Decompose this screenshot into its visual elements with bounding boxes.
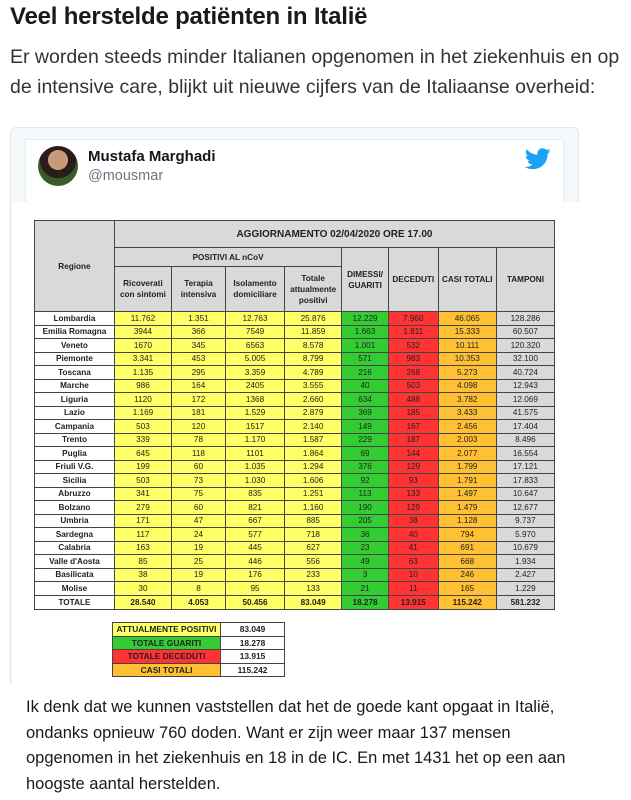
value-cell: 40 [388,528,438,542]
value-cell: 190 [342,501,389,515]
value-cell: 3.433 [438,406,496,420]
value-cell: 181 [171,406,225,420]
value-cell: 21 [342,582,389,596]
value-cell: 1101 [225,447,284,461]
value-cell: 445 [225,541,284,555]
summary-row [113,650,285,664]
col-header: Terapia intensiva [171,267,225,312]
value-cell: 50.456 [225,595,284,609]
region-header: Regione [35,221,115,312]
summary-label: CASI TOTALI [113,663,221,677]
value-cell: 12.069 [496,393,554,407]
value-cell: 63 [388,555,438,569]
value-cell: 69 [342,447,389,461]
col-header: CASI TOTALI [438,248,496,312]
tweet-image[interactable] [12,202,579,689]
table-row [35,487,555,501]
value-cell: 691 [438,541,496,555]
value-cell: 1.529 [225,406,284,420]
value-cell: 60 [171,501,225,515]
value-cell: 983 [388,352,438,366]
value-cell: 10 [388,568,438,582]
value-cell: 18.278 [342,595,389,609]
table-row [35,393,555,407]
value-cell: 216 [342,366,389,380]
value-cell: 133 [388,487,438,501]
region-cell: Piemonte [35,352,115,366]
region-cell: Basilicata [35,568,115,582]
value-cell: 12.677 [496,501,554,515]
value-cell: 36 [342,528,389,542]
value-cell: 17.404 [496,420,554,434]
value-cell: 164 [171,379,225,393]
value-cell: 2.660 [285,393,342,407]
value-cell: 30 [114,582,171,596]
value-cell: 117 [114,528,171,542]
region-cell: Marche [35,379,115,393]
value-cell: 49 [342,555,389,569]
region-cell: Umbria [35,514,115,528]
value-cell: 233 [285,568,342,582]
summary-table [112,622,285,677]
value-cell: 163 [114,541,171,555]
value-cell: 165 [438,582,496,596]
region-cell: Liguria [35,393,115,407]
value-cell: 8.496 [496,433,554,447]
value-cell: 78 [171,433,225,447]
value-cell: 47 [171,514,225,528]
value-cell: 41 [388,541,438,555]
article-intro: Er worden steeds minder Italianen opgenomen in het ziekenhuis en op de intensive care, blijkt uit nieuwe cijfers van de Italiaanse overheid: [10,46,620,98]
value-cell: 24 [171,528,225,542]
value-cell: 1.351 [171,312,225,326]
tweet-author[interactable]: Mustafa Marghadi [88,148,216,165]
value-cell: 1.251 [285,487,342,501]
article-closing: Ik denk dat we kunnen vaststellen dat het de goede kant opgaat in Italië, ondanks opnieuw 760 doden. Want er zijn weer maar 137 mensen opgenomen in het ziekenhuis en 18 in de IC. En met 1431 het op een aan hoogste aantal herstelden. [26,698,566,793]
value-cell: 17.121 [496,460,554,474]
value-cell: 60.507 [496,325,554,339]
positivi-header: POSITIVI AL nCoV [114,248,341,267]
value-cell: 1.229 [496,582,554,596]
value-cell: 3.555 [285,379,342,393]
table-row [35,528,555,542]
table-title: AGGIORNAMENTO 02/04/2020 ORE 17.00 [114,221,554,248]
summary-label: ATTUALMENTE POSITIVI [113,623,221,637]
value-cell: 794 [438,528,496,542]
table-row [35,325,555,339]
value-cell: 503 [388,379,438,393]
value-cell: 11.859 [285,325,342,339]
value-cell: 2405 [225,379,284,393]
value-cell: 73 [171,474,225,488]
value-cell: 7.960 [388,312,438,326]
value-cell: 3.782 [438,393,496,407]
value-cell: 120 [171,420,225,434]
value-cell: 1368 [225,393,284,407]
value-cell: 10.679 [496,541,554,555]
value-cell: 60 [171,460,225,474]
value-cell: 17.833 [496,474,554,488]
tweet-handle[interactable]: @mousmar [88,168,164,184]
region-cell: Valle d'Aosta [35,555,115,569]
value-cell: 28.540 [114,595,171,609]
value-cell: 8 [171,582,225,596]
value-cell: 115.242 [438,595,496,609]
value-cell: 10.647 [496,487,554,501]
value-cell: 821 [225,501,284,515]
col-header: Ricoverati con sintomi [114,267,171,312]
value-cell: 556 [285,555,342,569]
total-row [35,595,555,609]
col-header: Isolamento domiciliare [225,267,284,312]
value-cell: 25 [171,555,225,569]
value-cell: 2.077 [438,447,496,461]
region-cell: Calabria [35,541,115,555]
table-row [35,433,555,447]
region-cell: Puglia [35,447,115,461]
table-row [35,366,555,380]
value-cell: 38 [114,568,171,582]
table-row [35,379,555,393]
value-cell: 11.762 [114,312,171,326]
value-cell: 1670 [114,339,171,353]
value-cell: 1.587 [285,433,342,447]
region-cell: Toscana [35,366,115,380]
value-cell: 3 [342,568,389,582]
value-cell: 10.353 [438,352,496,366]
table-row [35,514,555,528]
value-cell: 2.140 [285,420,342,434]
col-header: DIMESSI/ GUARITI [342,248,389,312]
value-cell: 187 [388,433,438,447]
value-cell: 129 [388,501,438,515]
value-cell: 16.554 [496,447,554,461]
value-cell: 446 [225,555,284,569]
value-cell: 5.273 [438,366,496,380]
summary-row [113,636,285,650]
table-row [35,447,555,461]
value-cell: 8.799 [285,352,342,366]
value-cell: 2.456 [438,420,496,434]
table-row [35,568,555,582]
region-cell: Friuli V.G. [35,460,115,474]
value-cell: 10.111 [438,339,496,353]
value-cell: 85 [114,555,171,569]
value-cell: 7549 [225,325,284,339]
value-cell: 453 [171,352,225,366]
value-cell: 339 [114,433,171,447]
value-cell: 581.232 [496,595,554,609]
value-cell: 718 [285,528,342,542]
table-row [35,312,555,326]
table-row [35,501,555,515]
value-cell: 3944 [114,325,171,339]
value-cell: 345 [171,339,225,353]
value-cell: 376 [342,460,389,474]
value-cell: 149 [342,420,389,434]
value-cell: 113 [342,487,389,501]
summary-value: 18.278 [221,636,285,650]
value-cell: 4.098 [438,379,496,393]
value-cell: 75 [171,487,225,501]
value-cell: 9.737 [496,514,554,528]
summary-row [113,623,285,637]
value-cell: 93 [388,474,438,488]
value-cell: 229 [342,433,389,447]
value-cell: 41.575 [496,406,554,420]
table-row [35,460,555,474]
value-cell: 668 [438,555,496,569]
table-row [35,555,555,569]
value-cell: 1120 [114,393,171,407]
value-cell: 32.100 [496,352,554,366]
value-cell: 1.128 [438,514,496,528]
table-row [35,420,555,434]
region-cell: Molise [35,582,115,596]
value-cell: 1.030 [225,474,284,488]
value-cell: 1517 [225,420,284,434]
table-row [35,582,555,596]
article-heading: Veel herstelde patiënten in Italië [10,3,368,30]
summary-row [113,663,285,677]
table-row [35,406,555,420]
region-cell: TOTALE [35,595,115,609]
value-cell: 129 [388,460,438,474]
value-cell: 144 [388,447,438,461]
region-cell: Emilia Romagna [35,325,115,339]
table-body [35,312,555,610]
value-cell: 3.341 [114,352,171,366]
value-cell: 835 [225,487,284,501]
value-cell: 1.035 [225,460,284,474]
value-cell: 4.053 [171,595,225,609]
col-header: TAMPONI [496,248,554,312]
value-cell: 246 [438,568,496,582]
value-cell: 1.294 [285,460,342,474]
value-cell: 185 [388,406,438,420]
value-cell: 279 [114,501,171,515]
value-cell: 38 [388,514,438,528]
value-cell: 1.791 [438,474,496,488]
value-cell: 1.479 [438,501,496,515]
value-cell: 634 [342,393,389,407]
value-cell: 1.497 [438,487,496,501]
value-cell: 1.864 [285,447,342,461]
table-row [35,474,555,488]
value-cell: 1.169 [114,406,171,420]
value-cell: 341 [114,487,171,501]
value-cell: 19 [171,541,225,555]
value-cell: 488 [388,393,438,407]
value-cell: 8.578 [285,339,342,353]
value-cell: 40 [342,379,389,393]
region-cell: Abruzzo [35,487,115,501]
value-cell: 11 [388,582,438,596]
value-cell: 25.876 [285,312,342,326]
value-cell: 571 [342,352,389,366]
value-cell: 503 [114,474,171,488]
value-cell: 2.879 [285,406,342,420]
table-row [35,339,555,353]
value-cell: 12.943 [496,379,554,393]
value-cell: 133 [285,582,342,596]
value-cell: 83.049 [285,595,342,609]
tweet-card [25,139,564,688]
value-cell: 5.970 [496,528,554,542]
value-cell: 95 [225,582,284,596]
summary-label: TOTALE GUARITI [113,636,221,650]
col-header: DECEDUTI [388,248,438,312]
value-cell: 172 [171,393,225,407]
embedded-tweet[interactable] [10,127,579,687]
value-cell: 5.005 [225,352,284,366]
col-header: Totale attualmente positivi [285,267,342,312]
value-cell: 645 [114,447,171,461]
region-cell: Veneto [35,339,115,353]
value-cell: 13.915 [388,595,438,609]
value-cell: 532 [388,339,438,353]
twitter-bird-icon[interactable] [525,148,551,170]
region-cell: Sardegna [35,528,115,542]
value-cell: 1.811 [388,325,438,339]
value-cell: 3.359 [225,366,284,380]
value-cell: 2.003 [438,433,496,447]
value-cell: 92 [342,474,389,488]
region-cell: Campania [35,420,115,434]
value-cell: 12.763 [225,312,284,326]
value-cell: 1.001 [342,339,389,353]
table-row [35,352,555,366]
value-cell: 1.663 [342,325,389,339]
value-cell: 295 [171,366,225,380]
summary-value: 115.242 [221,663,285,677]
value-cell: 118 [171,447,225,461]
value-cell: 1.135 [114,366,171,380]
value-cell: 1.170 [225,433,284,447]
value-cell: 167 [388,420,438,434]
region-cell: Lombardia [35,312,115,326]
value-cell: 23 [342,541,389,555]
value-cell: 12.229 [342,312,389,326]
value-cell: 6563 [225,339,284,353]
value-cell: 885 [285,514,342,528]
value-cell: 366 [171,325,225,339]
value-cell: 15.333 [438,325,496,339]
avatar[interactable] [38,146,78,186]
value-cell: 1.934 [496,555,554,569]
value-cell: 369 [342,406,389,420]
value-cell: 986 [114,379,171,393]
value-cell: 667 [225,514,284,528]
value-cell: 40.724 [496,366,554,380]
value-cell: 176 [225,568,284,582]
value-cell: 268 [388,366,438,380]
summary-value: 13.915 [221,650,285,664]
value-cell: 4.789 [285,366,342,380]
region-cell: Bolzano [35,501,115,515]
value-cell: 1.799 [438,460,496,474]
value-cell: 120.320 [496,339,554,353]
value-cell: 577 [225,528,284,542]
region-cell: Sicilia [35,474,115,488]
value-cell: 46.065 [438,312,496,326]
region-cell: Trento [35,433,115,447]
value-cell: 1.606 [285,474,342,488]
summary-label: TOTALE DECEDUTI [113,650,221,664]
value-cell: 503 [114,420,171,434]
table-row [35,541,555,555]
region-cell: Lazio [35,406,115,420]
value-cell: 199 [114,460,171,474]
value-cell: 627 [285,541,342,555]
summary-value: 83.049 [221,623,285,637]
covid-table [34,220,555,610]
value-cell: 171 [114,514,171,528]
value-cell: 1.160 [285,501,342,515]
value-cell: 205 [342,514,389,528]
value-cell: 2.427 [496,568,554,582]
value-cell: 19 [171,568,225,582]
value-cell: 128.286 [496,312,554,326]
